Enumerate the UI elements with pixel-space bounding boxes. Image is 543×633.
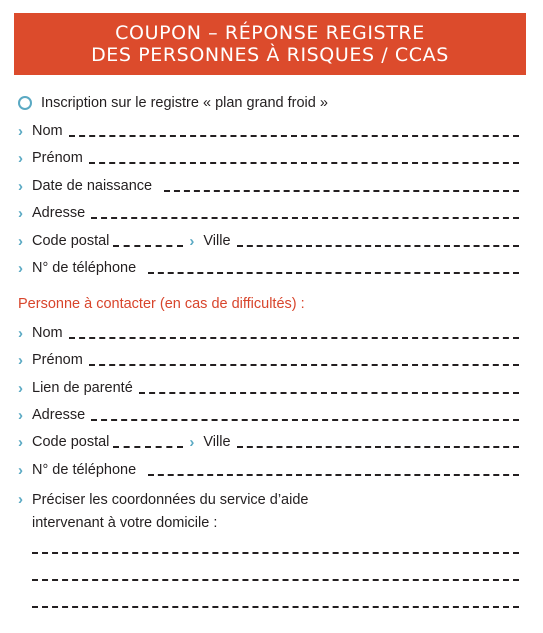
field-label: Adresse [32,205,86,221]
chevron-right-icon: › [18,379,23,397]
field-label: Code postal [32,233,110,249]
contact-field-telephone [18,460,519,480]
chevron-right-icon: › [18,433,23,451]
ville-input-line[interactable] [237,245,519,247]
field-label: Prénom [32,352,83,368]
contact-field-code-postal-ville [18,432,519,452]
date-naissance-input-line[interactable] [164,190,519,192]
chevron-right-icon: › [18,177,23,195]
contact-nom-input-line[interactable] [69,337,519,339]
registration-label: Inscription sur le registre « plan grand froid » [41,95,328,111]
field-label: N° de téléphone [32,260,137,276]
telephone-input-line[interactable] [148,272,519,274]
nom-input-line[interactable] [69,135,519,137]
contact-ville-input-line[interactable] [237,446,519,448]
contact-field-prenom [18,350,519,370]
adresse-input-line[interactable] [91,217,519,219]
prenom-input-line[interactable] [89,162,519,164]
field-adresse [18,203,519,223]
chevron-right-icon: › [18,204,23,222]
field-telephone [18,258,519,278]
contact-lien-input-line[interactable] [139,392,519,394]
registration-radio[interactable] [18,96,32,110]
coupon-header [14,13,526,75]
field-label: Lien de parenté [32,380,133,396]
service-aide-label-line2: intervenant à votre domicile : [32,515,218,531]
contact-field-nom [18,323,519,343]
chevron-right-icon: › [18,491,23,508]
field-code-postal-ville [18,231,519,251]
field-label: Nom [32,325,63,341]
field-date-naissance [18,176,519,196]
field-prenom [18,148,519,168]
chevron-right-icon: › [18,232,23,250]
chevron-right-icon: › [18,122,23,140]
field-label: Ville [203,233,231,249]
contact-field-adresse [18,405,519,425]
header-title-line1: COUPON – RÉPONSE REGISTRE [115,22,425,44]
service-aide-input-line-1[interactable] [32,552,519,554]
chevron-right-icon: › [18,149,23,167]
chevron-right-icon: › [189,232,195,250]
service-aide-field [18,488,308,535]
field-label: Adresse [32,407,86,423]
chevron-right-icon: › [18,461,23,479]
header-title-line2: DES PERSONNES À RISQUES / CCAS [91,44,449,66]
service-aide-label-line1: Préciser les coordonnées du service d’aide [32,492,309,508]
contact-prenom-input-line[interactable] [89,364,519,366]
contact-telephone-input-line[interactable] [148,474,519,476]
code-postal-input-line[interactable] [113,245,183,247]
field-label: Prénom [32,150,83,166]
chevron-right-icon: › [189,433,195,451]
field-label: Date de naissance [32,178,153,194]
chevron-right-icon: › [18,259,23,277]
registration-option[interactable] [18,93,519,113]
chevron-right-icon: › [18,351,23,369]
field-label: Ville [203,434,231,450]
contact-code-postal-input-line[interactable] [113,446,183,448]
contact-field-lien [18,378,519,398]
field-label: Nom [32,123,63,139]
chevron-right-icon: › [18,406,23,424]
service-aide-input-line-2[interactable] [32,579,519,581]
service-aide-input-line-3[interactable] [32,606,519,608]
field-nom [18,121,519,141]
contact-section-title: Personne à contacter (en cas de difficultés) : [18,296,305,312]
chevron-right-icon: › [18,324,23,342]
field-label: Code postal [32,434,110,450]
field-label: N° de téléphone [32,462,137,478]
contact-adresse-input-line[interactable] [91,419,519,421]
